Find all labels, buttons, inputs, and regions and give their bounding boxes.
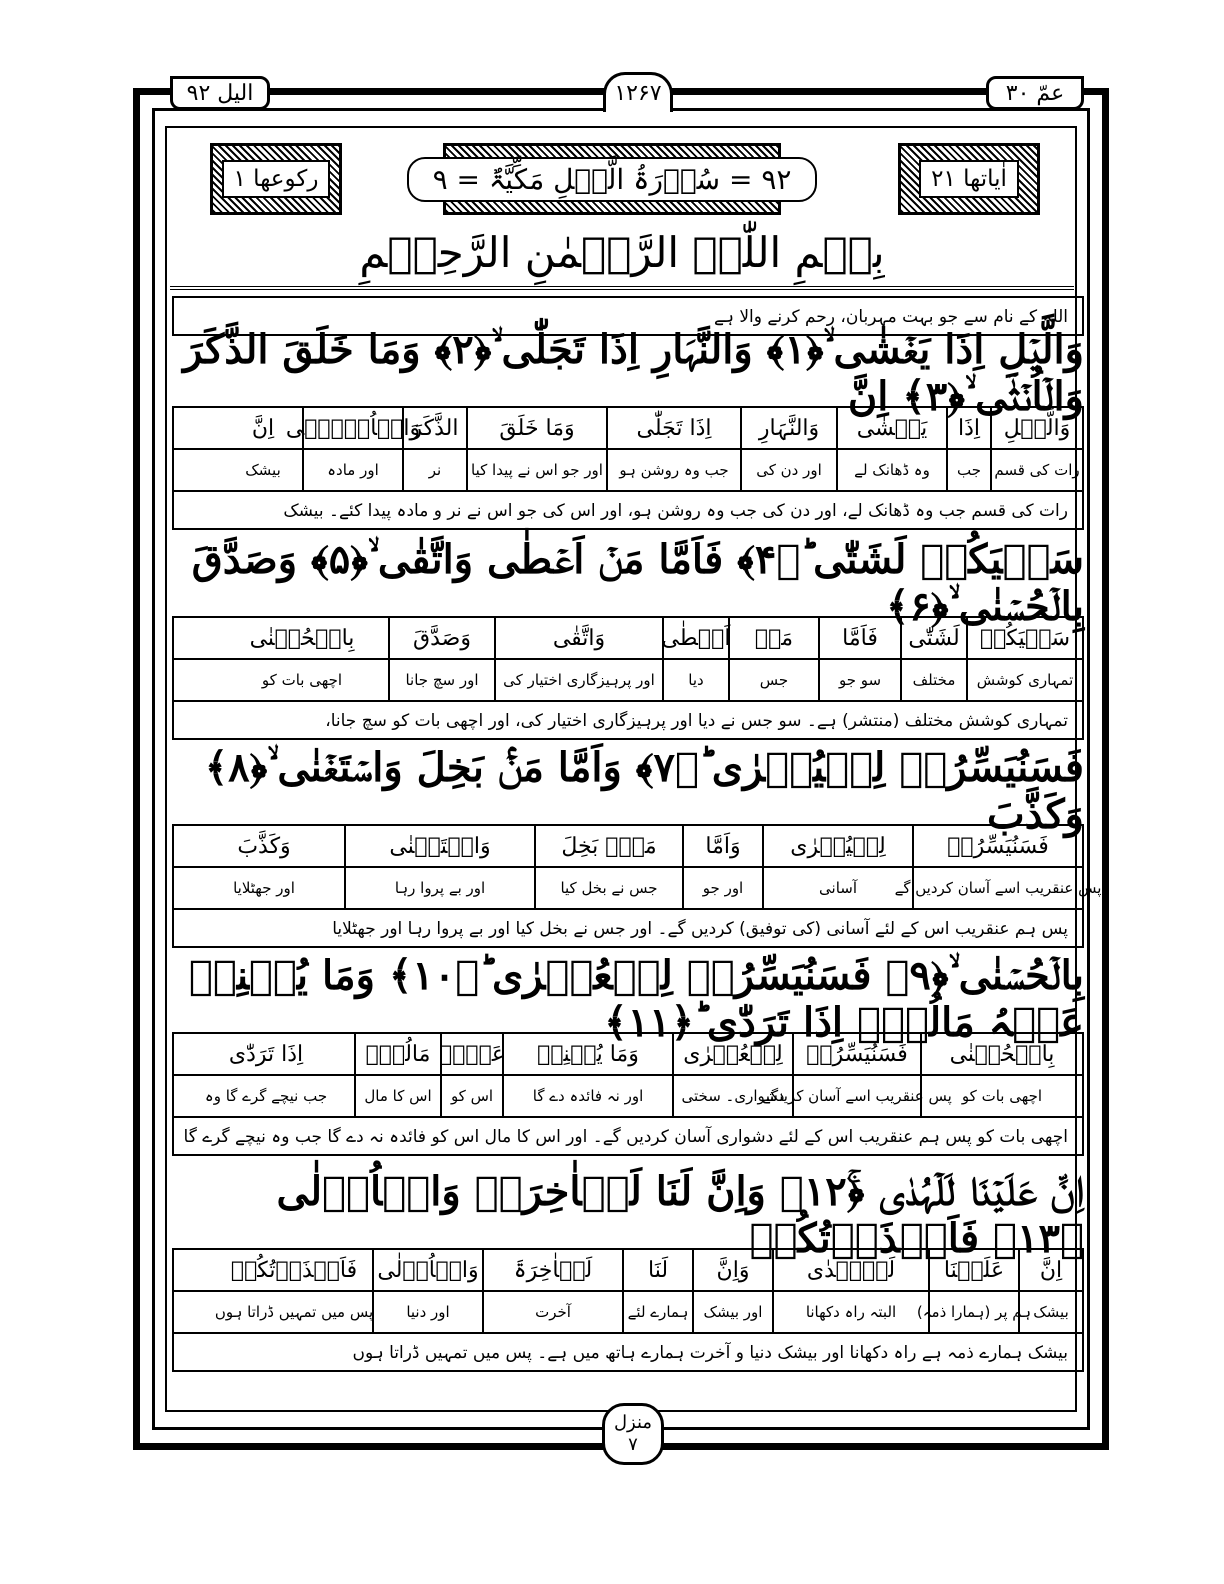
word-cell: بِالۡحُسۡنٰی <box>920 1034 1082 1074</box>
word-cell: یَغۡشٰی <box>836 408 946 448</box>
word-cell: اِذَا تَرَدّٰی <box>228 1041 304 1067</box>
bismillah: بِسۡمِ اللّٰہِ الرَّحۡمٰنِ الرَّحِیۡمِ <box>359 228 885 277</box>
meaning-cell: ہمارے لئے <box>622 1292 692 1332</box>
word-cell: وَمَا خَلَقَ <box>466 408 606 448</box>
meaning-cell: اور جھٹلایا <box>233 879 295 897</box>
meaning-cell: اور بے پروا رہا <box>344 868 534 908</box>
meaning-cell: اور مادہ <box>302 450 402 490</box>
meaning-cell: اور دن کی <box>740 450 836 490</box>
word-row <box>172 824 1084 868</box>
meaning-cell: جب نیچے گرے گا وہ <box>204 1087 328 1105</box>
word-cell: مَالُہٗۤ <box>354 1034 440 1074</box>
word-cell: وَاَمَّا <box>682 826 762 866</box>
ayah-translation: اچھی بات کو پس ہم عنقریب اس کے لئے دشواری آسان کردیں گے۔ اور اس کا مال اس کو فائدہ نہ دے گا جب وہ نیچے گرے گا <box>172 1116 1084 1156</box>
meaning-row <box>172 658 1084 702</box>
meaning-cell: اور جو اس نے پیدا کیا <box>466 450 606 490</box>
meaning-cell: اور سچ جانا <box>388 660 494 700</box>
word-cell: وَالَّیۡلِ <box>990 408 1082 448</box>
surah-title-box <box>432 143 792 215</box>
word-cell: وَاتَّقٰی <box>494 618 662 658</box>
word-cell: اِنَّ <box>1018 1250 1082 1290</box>
ayah-arabic-line: سَعۡیَکُمۡ لَشَتّٰی ؕ﴿۴﴾ فَاَمَّا مَنۡ اَعۡطٰی وَاتَّقٰی ۙ﴿۵﴾ وَصَدَّقَ بِالۡحُسۡنٰی ۙ﴿۶﴾ <box>191 536 1084 630</box>
meaning-cell: البتہ راہ دکھانا <box>772 1292 928 1332</box>
meaning-row <box>172 866 1102 910</box>
word-cell: فَسَنُیَسِّرُہٗ <box>792 1034 920 1074</box>
meaning-cell: جب <box>946 450 990 490</box>
meaning-cell: ہم پر (ہمارا ذمہ) <box>928 1292 1018 1332</box>
meaning-cell: اور دنیا <box>372 1292 482 1332</box>
word-cell: وَاِنَّ <box>692 1250 772 1290</box>
meaning-cell: اس کا مال <box>354 1076 440 1116</box>
word-cell: وَمَا یُغۡنِیۡ <box>502 1034 672 1074</box>
meaning-cell: پس میں تمہیں ڈراتا ہوں <box>214 1303 374 1321</box>
meaning-cell: سو جو <box>818 660 900 700</box>
word-cell: لَنَا <box>622 1250 692 1290</box>
ayah-arabic-line: فَسَنُیَسِّرُہٗ لِلۡیُسۡرٰی ؕ﴿۷﴾ وَاَمَّا مَنۡۢ بَخِلَ وَاسۡتَغۡنٰی ۙ﴿۸﴾ وَکَذَّبَ <box>204 744 1084 838</box>
meaning-cell: دشواری۔ سختی <box>672 1076 792 1116</box>
ayah-translation: تمہاری کوشش مختلف (منتشر) ہے۔ سو جس نے دیا اور پرہیزگاری اختیار کی، اور اچھی بات کو سچ جانا، <box>172 700 1084 740</box>
word-cell: لَلۡہُدٰی <box>772 1250 928 1290</box>
bismillah-translation: اللہ کے نام سے جو بہت مہربان، رحم کرنے والا ہے <box>172 296 1084 336</box>
word-cell: لَشَتّٰی <box>900 618 966 658</box>
meaning-cell: جب وہ روشن ہو <box>606 450 740 490</box>
word-row <box>172 616 1084 660</box>
word-cell: بِالۡحُسۡنٰی <box>249 625 355 651</box>
meaning-cell: جس <box>728 660 818 700</box>
surah-name-tab: الیل ۹۲ <box>170 76 270 110</box>
word-cell: وَکَذَّبَ <box>237 833 291 859</box>
meaning-row <box>172 1074 1084 1118</box>
ayat-count-box <box>898 143 1040 215</box>
manzil-number: ۷ <box>628 1434 638 1455</box>
manzil-label: منزل <box>613 1412 653 1433</box>
word-row <box>172 1248 1084 1292</box>
meaning-cell: آخرت <box>482 1292 622 1332</box>
surah-title: ۹۲ = سُوۡرَۃُ الَّیۡلِ مَکِّیَّۃٌ = ۹ <box>407 157 818 202</box>
bismillah-divider <box>170 286 1074 290</box>
meaning-cell: بیشک <box>1018 1292 1082 1332</box>
ayat-count: اٰیاتھا ۲۱ <box>919 160 1019 198</box>
meaning-cell: اچھی بات کو <box>920 1076 1082 1116</box>
meaning-cell: پس عنقریب اسے آسان کرینگے <box>792 1076 920 1116</box>
word-cell: لِلۡعُسۡرٰی <box>672 1034 792 1074</box>
meaning-cell: اس کو <box>440 1076 502 1116</box>
manzil-badge <box>602 1403 664 1465</box>
meaning-cell: بیشک <box>245 461 281 479</box>
meaning-cell: پس عنقریب اسے آسان کردیں گے <box>912 868 1082 908</box>
meaning-cell: اور پرہیزگاری اختیار کی <box>494 660 662 700</box>
word-cell: وَصَدَّقَ <box>388 618 494 658</box>
meaning-row <box>172 448 1084 492</box>
meaning-cell: تمہاری کوشش <box>966 660 1082 700</box>
meaning-cell: اور بیشک <box>692 1292 772 1332</box>
ayah-arabic-line: اِنَّ عَلَیۡنَا لَلۡہُدٰی ﴿ۚ۱۲﴾ وَاِنَّ لَنَا لَلۡاٰخِرَۃَ وَالۡاُوۡلٰی ﴿۱۳﴾ فَاَنۡذَرۡتُکُمۡ <box>276 1168 1084 1262</box>
word-cell: وَالۡاُنۡثٰۤی <box>302 408 402 448</box>
word-cell: الذَّکَرَ <box>402 408 466 448</box>
ruku-count: رکوعھا ۱ <box>222 160 331 198</box>
word-cell: فَسَنُیَسِّرُہٗ <box>912 826 1082 866</box>
word-cell: اَعۡطٰی <box>662 618 728 658</box>
meaning-cell: آسانی <box>762 868 912 908</box>
word-cell: عَنۡہُ <box>440 1034 502 1074</box>
word-cell: عَلَیۡنَا <box>928 1250 1018 1290</box>
meaning-cell: اچھی بات کو <box>261 671 343 689</box>
meaning-cell: اور جو <box>682 868 762 908</box>
meaning-row <box>172 1290 1084 1334</box>
ayah-translation: بیشک ہمارے ذمہ ہے راہ دکھانا اور بیشک دنیا و آخرت ہمارے ہاتھ میں ہے۔ پس میں تمہیں ڈراتا ہوں <box>172 1332 1084 1372</box>
word-row <box>172 1032 1084 1076</box>
word-cell: لَلۡاٰخِرَۃَ <box>482 1250 622 1290</box>
ayah-arabic-line: وَالَّیۡلِ اِذَا یَغۡشٰی ۙ﴿۱﴾ وَالنَّہَارِ اِذَا تَجَلّٰی ۙ﴿۲﴾ وَمَا خَلَقَ الذَّکَرَ وَالۡاُنۡثٰۤی ۙ﴿۳﴾ اِنَّ <box>183 326 1084 420</box>
meaning-cell: مختلف <box>900 660 966 700</box>
word-cell: مَنۡۢ بَخِلَ <box>534 826 682 866</box>
word-cell: لِلۡیُسۡرٰی <box>762 826 912 866</box>
ruku-count-box <box>210 143 342 215</box>
word-cell: اِذَا تَجَلّٰی <box>606 408 740 448</box>
word-cell: سَعۡیَکُمۡ <box>966 618 1082 658</box>
word-cell: فَاَنۡذَرۡتُکُمۡ <box>230 1257 358 1283</box>
ayah-translation: پس ہم عنقریب اس کے لئے آسانی (کی توفیق) کردیں گے۔ اور جس نے بخل کیا اور بے پروا رہا اور جھٹلایا <box>172 908 1084 948</box>
word-cell: اِنَّ <box>251 415 275 441</box>
word-cell: وَالۡاُوۡلٰی <box>372 1250 482 1290</box>
word-cell: فَاَمَّا <box>818 618 900 658</box>
meaning-cell: اور نہ فائدہ دے گا <box>502 1076 672 1116</box>
meaning-cell: نر <box>402 450 466 490</box>
meaning-cell: جس نے بخل کیا <box>534 868 682 908</box>
ayah-translation: رات کی قسم جب وہ ڈھانک لے، اور دن کی جب وہ روشن ہو، اور اس کی جو اس نے نر و مادہ پیدا کئے۔ بیشک <box>172 490 1084 530</box>
word-cell: مَنۡ <box>728 618 818 658</box>
ayah-arabic-line: بِالۡحُسۡنٰی ۙ﴿۹﴾ فَسَنُیَسِّرُہٗ لِلۡعُسۡرٰی ؕ﴿۱۰﴾ وَمَا یُغۡنِیۡ عَنۡہُ مَالُہٗۤ اِذَا تَرَدّٰی ؕ﴿۱۱﴾ <box>188 952 1084 1046</box>
word-cell: اِذَا <box>946 408 990 448</box>
meaning-cell: رات کی قسم <box>990 450 1082 490</box>
meaning-cell: دیا <box>662 660 728 700</box>
page-number: ۱۲۶۷ <box>603 72 673 112</box>
word-cell: وَاسۡتَغۡنٰی <box>344 826 534 866</box>
meaning-cell: وہ ڈھانک لے <box>836 450 946 490</box>
word-row <box>172 406 1084 450</box>
juz-tab: عمّ ۳۰ <box>986 76 1084 110</box>
word-cell: وَالنَّہَارِ <box>740 408 836 448</box>
